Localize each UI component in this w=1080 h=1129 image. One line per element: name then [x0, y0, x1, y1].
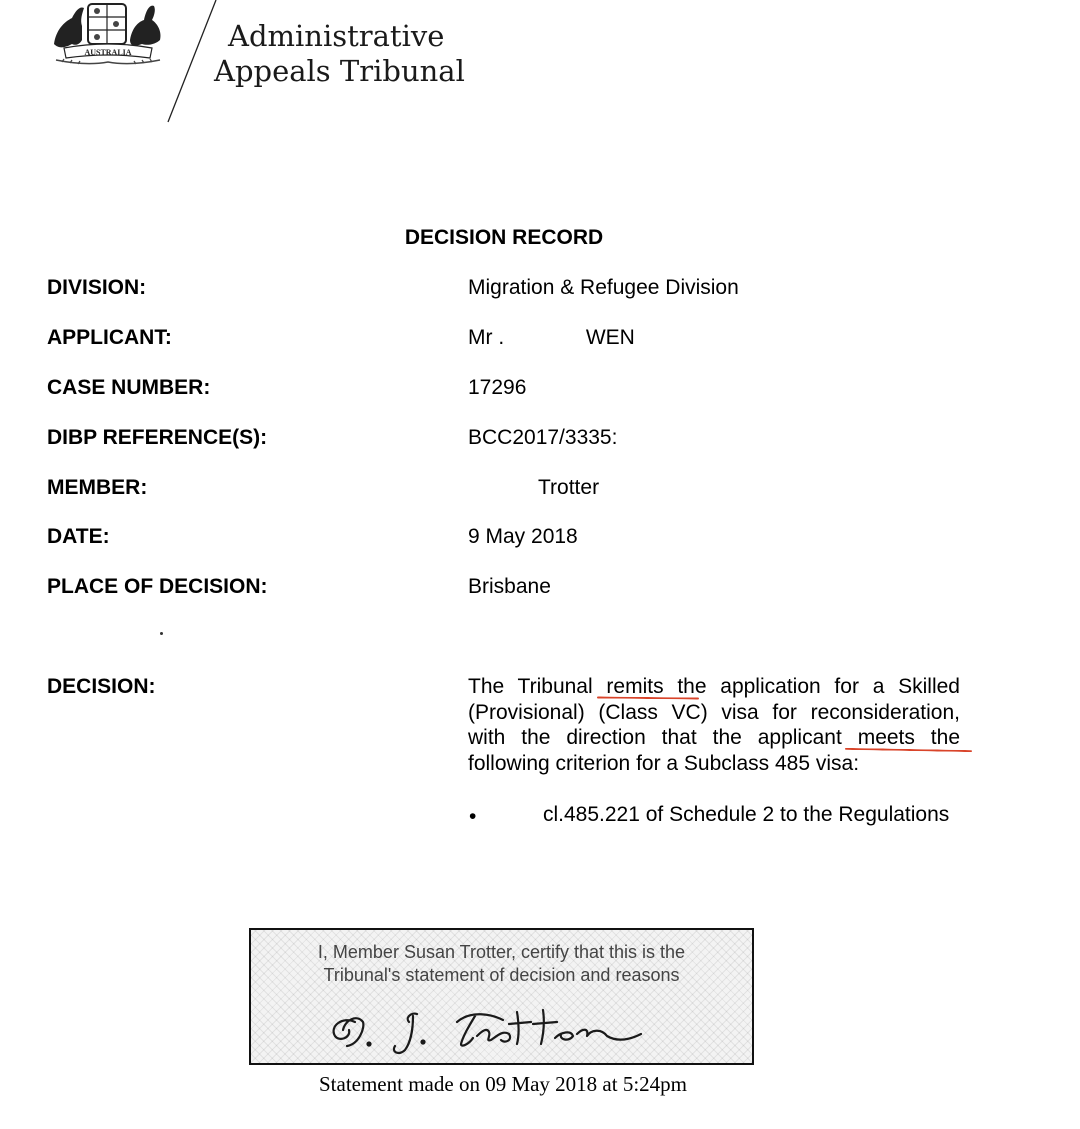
date-value: 9 May 2018 [468, 525, 578, 548]
place-of-decision-value: Brisbane [468, 575, 551, 598]
applicant-label: APPLICANT: [47, 326, 172, 349]
certificate-line1: I, Member Susan Trotter, certify that this is the [317, 942, 686, 962]
dibp-reference-value: BCC2017/3335: [468, 426, 618, 449]
document-title: DECISION RECORD [404, 226, 604, 249]
decision-label: DECISION: [47, 675, 156, 698]
brand-name-line2: Appeals Tribunal [214, 54, 465, 88]
bullet-icon: • [469, 805, 477, 828]
place-of-decision-label: PLACE OF DECISION: [47, 575, 268, 598]
svg-text:AUSTRALIA: AUSTRALIA [84, 48, 132, 57]
certificate-line2: Tribunal's statement of decision and reasons [323, 965, 680, 985]
stray-mark [160, 632, 163, 635]
member-value: Trotter [538, 476, 600, 499]
date-label: DATE: [47, 525, 110, 548]
certificate-box [249, 928, 754, 1065]
decision-text: The Tribunal remits the application for a Skilled (Provisional) (Class VC) visa for reconsideration, with the direction that the applicant meets the following criterion for a Subclass 485 visa: [468, 675, 960, 775]
division-value: Migration & Refugee Division [468, 276, 739, 299]
bullet-item: cl.485.221 of Schedule 2 to the Regulations [543, 803, 950, 826]
dibp-reference-label: DIBP REFERENCE(S): [47, 426, 268, 449]
case-number-value: 17296 [468, 376, 527, 399]
member-label: MEMBER: [47, 476, 148, 499]
signature-image [321, 1000, 681, 1062]
statement-timestamp: Statement made on 09 May 2018 at 5:24pm [318, 1072, 688, 1096]
brand-name-line1: Administrative [228, 19, 445, 53]
division-label: DIVISION: [47, 276, 147, 299]
case-number-label: CASE NUMBER: [47, 376, 211, 399]
applicant-value: Mr . WEN [468, 326, 635, 349]
